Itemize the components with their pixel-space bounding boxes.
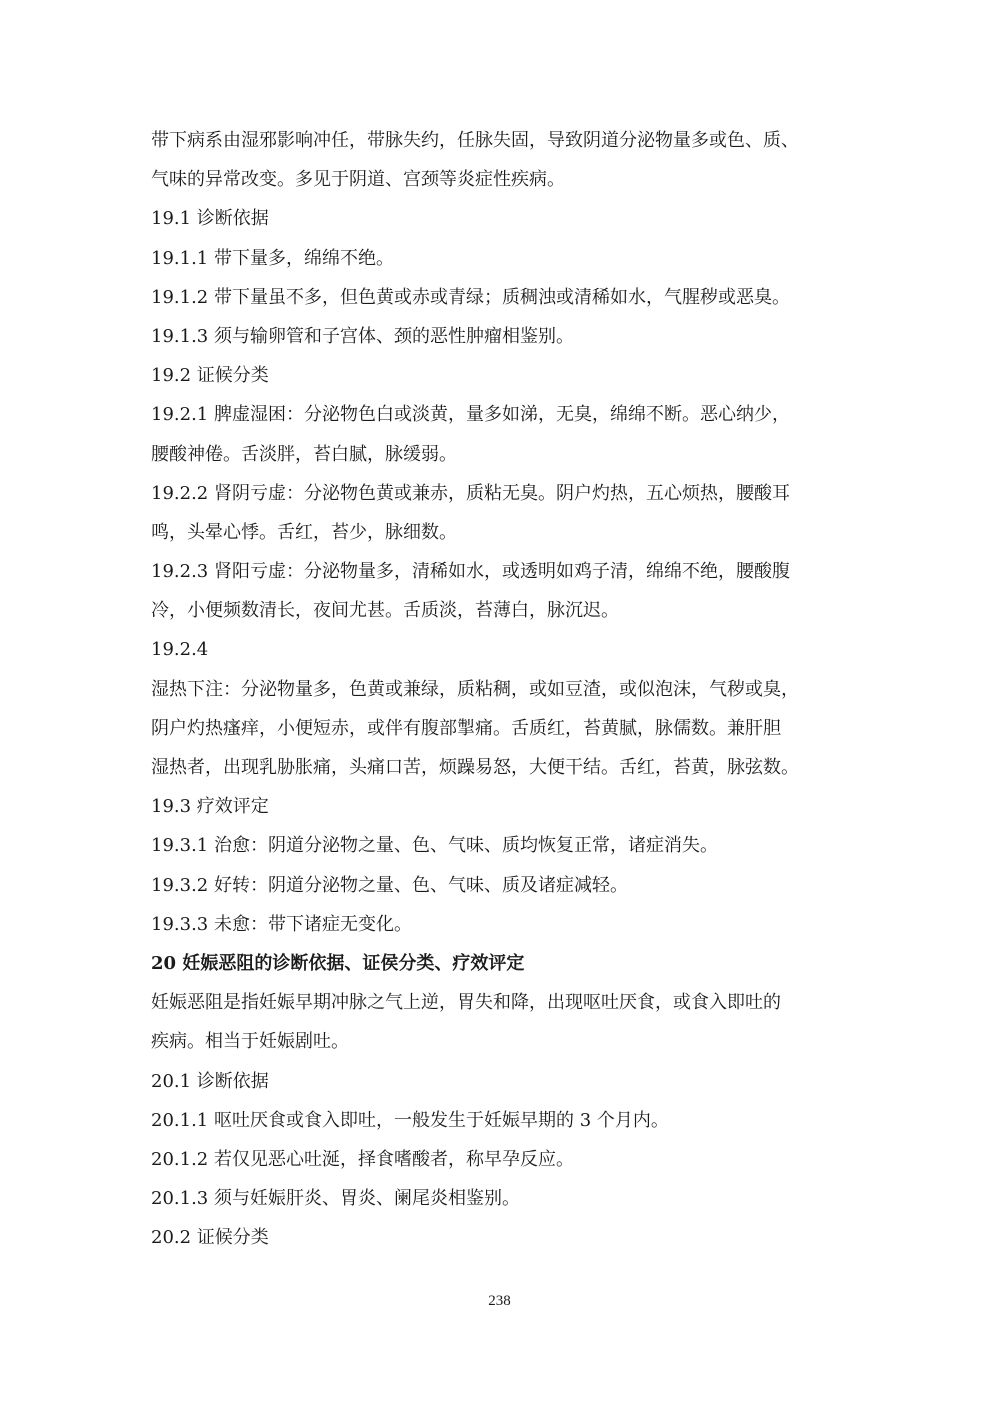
text-line: 19.3.3 未愈：带下诸症无变化。 xyxy=(151,913,412,935)
text-line: 20.1.1 呕吐厌食或食入即吐，一般发生于妊娠早期的 3 个月内。 xyxy=(151,1109,669,1131)
text-line: 19.3.1 治愈：阴道分泌物之量、色、气味、质均恢复正常，诸症消失。 xyxy=(151,835,718,857)
text-line: 19.2.1 脾虚湿困：分泌物色白或淡黄，量多如涕，无臭，绵绵不断。恶心纳少， xyxy=(151,404,790,426)
text-line: 20.1.2 若仅见恶心吐涎，择食嗜酸者，称早孕反应。 xyxy=(151,1148,574,1170)
text-line: 19.1.1 带下量多，绵绵不绝。 xyxy=(151,247,394,269)
text-line: 带下病系由湿邪影响冲任，带脉失约，任脉失固，导致阴道分泌物量多或色、质、 xyxy=(151,130,799,151)
text-line: 19.1 诊断依据 xyxy=(151,208,269,230)
text-line: 19.3 疗效评定 xyxy=(151,796,269,818)
text-line: 冷，小便频数清长，夜间尤甚。舌质淡，苔薄白，脉沉迟。 xyxy=(151,600,619,622)
text-line: 20.2 证候分类 xyxy=(151,1227,269,1249)
text-line: 20.1.3 须与妊娠肝炎、胃炎、阑尾炎相鉴别。 xyxy=(151,1188,520,1210)
page-number: 238 xyxy=(488,1293,511,1309)
text-line: 19.1.3 须与输卵管和子宫体、颈的恶性肿瘤相鉴别。 xyxy=(151,325,574,347)
text-line: 20.1 诊断依据 xyxy=(151,1070,269,1092)
text-line: 湿热者，出现乳胁胀痛，头痛口苦，烦躁易怒，大便干结。舌红，苔黄，脉弦数。 xyxy=(151,757,799,778)
text-line: 19.3.2 好转：阴道分泌物之量、色、气味、质及诸症减轻。 xyxy=(151,874,628,896)
text-line: 19.2 证候分类 xyxy=(151,365,269,387)
section-heading: 20 妊娠恶阻的诊断依据、证侯分类、疗效评定 xyxy=(151,952,525,974)
text-line: 湿热下注：分泌物量多，色黄或兼绿，质粘稠，或如豆渣，或似泡沫，气秽或臭， xyxy=(151,678,799,700)
text-line: 腰酸神倦。舌淡胖，苔白腻，脉缓弱。 xyxy=(151,443,457,465)
text-line: 19.2.3 肾阳亏虚：分泌物量多，清稀如水，或透明如鸡子清，绵绵不绝，腰酸腹 xyxy=(151,561,790,583)
text-line: 19.2.2 肾阴亏虚：分泌物色黄或兼赤，质粘无臭。阴户灼热，五心烦热，腰酸耳 xyxy=(151,482,790,504)
text-line: 妊娠恶阻是指妊娠早期冲脉之气上逆，胃失和降，出现呕吐厌食，或食入即吐的 xyxy=(151,992,781,1014)
text-line: 19.1.2 带下量虽不多，但色黄或赤或青绿；质稠浊或清稀如水，气腥秽或恶臭。 xyxy=(151,286,790,308)
text-line: 气味的异常改变。多见于阴道、宫颈等炎症性疾病。 xyxy=(151,169,565,191)
page-body xyxy=(151,121,851,1257)
text-line: 鸣，头晕心悸。舌红，苔少，脉细数。 xyxy=(151,521,457,543)
text-line: 阴户灼热瘙痒，小便短赤，或伴有腹部掣痛。舌质红，苔黄腻，脉儒数。兼肝胆 xyxy=(151,717,781,739)
text-line: 疾病。相当于妊娠剧吐。 xyxy=(151,1031,349,1053)
text-line: 19.2.4 xyxy=(151,639,209,661)
